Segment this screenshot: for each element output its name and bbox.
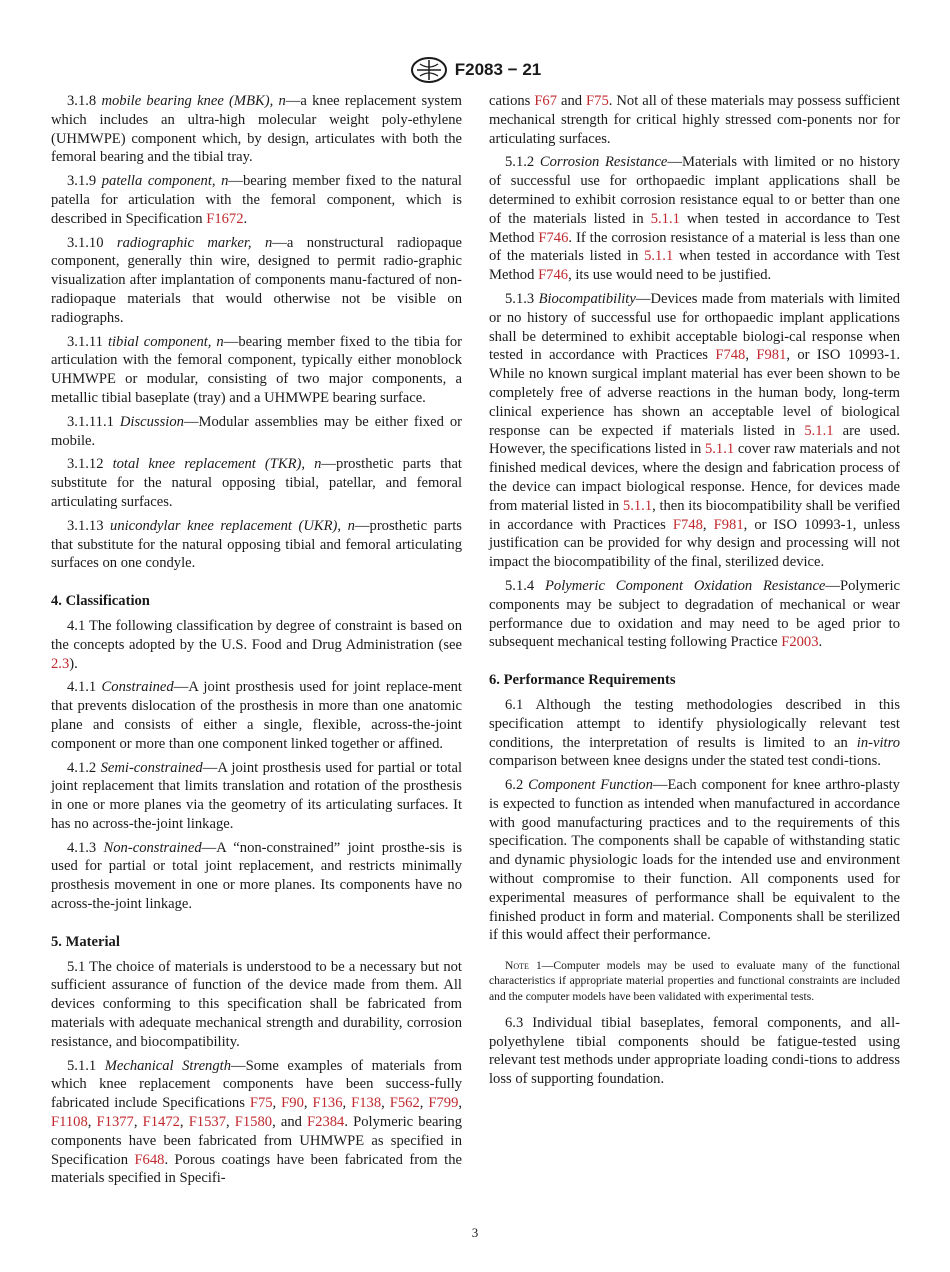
para-3-1-11-1: 3.1.11.1 Discussion—Modular assemblies may be either fixed or mobile. xyxy=(51,413,463,449)
para-3-1-8: 3.1.8 mobile bearing knee (MBK), n—a knee replacement system which includes an ultra-high molecular weight poly-ethylene (UHMWPE) component which, by design, articulates with both the femoral bearing and the tibial tray. xyxy=(51,93,462,166)
ref-link[interactable]: 5.1.1 xyxy=(644,248,674,265)
ref-link[interactable]: F2003 xyxy=(781,634,819,651)
ref-link[interactable]: F2384 xyxy=(307,1114,345,1131)
ref-link[interactable]: 5.1.1 xyxy=(622,497,653,514)
para-6-1: 6.1 Although the testing methodologies described in this specification attempt to identify physiologically relevant test conditions, the interpretation of results is limited to an in-vitro comparison between knee designs under the stated test condi-tions. xyxy=(489,696,900,770)
section-heading-performance: 6. Performance Requirements xyxy=(489,672,676,689)
ref-link[interactable]: F1377 xyxy=(96,1114,134,1131)
ref-link[interactable]: F648 xyxy=(134,1151,165,1168)
para-5-1-1: 5.1.1 Mechanical Strength—Some examples of materials from which knee replacement components have been success-fully fabricated include Specifications F75, F90, F136, F138, F562, F799, F1108, F1377, F1472, F1537, F1580, and F2384. Polymeric bearing components have been fabricated from UHMWPE as specified in Specification F648. Porous coatings have been fabricated from the materials specified in Specifi- xyxy=(51,1057,463,1187)
ref-link[interactable]: 5.1.1 xyxy=(704,441,735,458)
ref-link[interactable]: F1108 xyxy=(51,1114,88,1131)
para-4-1: 4.1 The following classification by degree of constraint is based on the concepts adopted by the U.S. Food and Drug Administration (see 2.3). xyxy=(51,617,462,672)
ref-link[interactable]: F799 xyxy=(428,1095,459,1112)
para-4-1-1: 4.1.1 Constrained—A joint prosthesis used for joint replace-ment that prevents dislocation of the prosthesis in more than one anatomic plane and consists of either a single, flexible, across-the-joint component or more than one component linked together or affined. xyxy=(51,679,462,752)
para-6-3: 6.3 Individual tibial baseplates, femoral components, and all-polyethylene tibial components should be fatigue-tested using relevant test methods under appropriate loading condi-tions to address loss of supporting foundation. xyxy=(489,1014,900,1088)
ref-link[interactable]: F1672 xyxy=(206,210,244,227)
ref-link[interactable]: F562 xyxy=(389,1095,420,1112)
para-3-1-12: 3.1.12 total knee replacement (TKR), n—prosthetic parts that substitute for the natural opposing tibial, patellar, and femoral articulating surfaces. xyxy=(51,456,462,510)
left-column xyxy=(51,92,462,1193)
para-3-1-10: 3.1.10 radiographic marker, n—a nonstructural radiopaque component, generally thin wire, designed to permit radio-graphic visualization after implantation of components manu-factured of non-radiopaque materials that would otherwise not be visible on radiographs. xyxy=(51,234,462,326)
note-1: Note 1—Computer models may be used to evaluate many of the functional characteristics if appropriate material properties and functional constraints are included and the computer models have been validated with experimental tests. xyxy=(489,959,900,1003)
ref-link[interactable]: F981 xyxy=(756,347,787,364)
para-5-1-3: 5.1.3 Biocompatibility—Devices made from materials with limited or no history of successful use for orthopaedic implant applications shall be determined to exhibit acceptable biologi-cal response when tested in accordance with Practices F748, F981, or ISO 10993-1. While no known surgical implant material has ever been shown to be completely free of adverse reactions in the human body, long-term clinical experience has shown an acceptable level of biological response can be expected if materials listed in 5.1.1 are used. However, the specifications listed in 5.1.1 cover raw materials and not finished medical devices, where the design and fabrication process of the device can impact biological response. Hence, for devices made from material listed in 5.1.1, then its biocompatibility shall be verified in accordance with Practices F748, F981, or ISO 10993-1, unless justification can be provided for why design and processing will not impact the biocompatibility of the final, sterilized device. xyxy=(489,290,901,571)
ref-link[interactable]: F746 xyxy=(538,229,569,246)
ref-link[interactable]: F136 xyxy=(312,1095,343,1112)
ref-link[interactable]: 5.1.1 xyxy=(650,210,680,227)
astm-logo-icon xyxy=(409,56,449,84)
ref-link[interactable]: 2.3 xyxy=(51,655,70,672)
ref-link[interactable]: 5.1.1 xyxy=(804,422,834,439)
ref-link[interactable]: F75 xyxy=(249,1095,273,1112)
para-3-1-11: 3.1.11 tibial component, n—bearing member fixed to the tibia for articulation with the femoral component, typically either monoblock UHMWPE or modular, consisting of two major components, a metallic tibial baseplate (tray) and a UHMWPE bearing surface. xyxy=(51,333,462,406)
para-5-1-1-continued: cations F67 and F75. Not all of these materials may possess sufficient mechanical strength for critical highly stressed com-ponents nor for articulating surfaces. xyxy=(489,93,900,147)
ref-link[interactable]: F1472 xyxy=(142,1114,180,1131)
ref-link[interactable]: F138 xyxy=(351,1095,382,1112)
ref-link[interactable]: F748 xyxy=(715,347,746,364)
right-column xyxy=(489,92,900,1094)
para-5-1: 5.1 The choice of materials is understood to be a necessary but not sufficient assurance of function of the device made from them. All devices conforming to this specification shall be fabricated from materials with adequate mechanical strength and durability, corrosion resistance, and biocompatibility. xyxy=(51,958,462,1050)
ref-link[interactable]: F90 xyxy=(281,1095,304,1112)
para-4-1-2: 4.1.2 Semi-constrained—A joint prosthesis used for partial or total joint replacement that limits translation and rotation of the prosthesis in one or more planes via the geometry of its articulating surfaces. It has no across-the-joint linkage. xyxy=(51,759,462,832)
ref-link[interactable]: F748 xyxy=(672,516,703,533)
section-heading-classification: 4. Classification xyxy=(51,593,150,610)
ref-link[interactable]: F981 xyxy=(713,516,744,533)
ref-link[interactable]: F1580 xyxy=(234,1114,273,1131)
page-header xyxy=(0,56,950,84)
para-5-1-4: 5.1.4 Polymeric Component Oxidation Resistance—Polymeric components may be subject to degradation of mechanical or wear performance due to oxidation and may need to be aged prior to subsequent mechanical testing following Practice F2003. xyxy=(489,577,900,651)
para-5-1-2: 5.1.2 Corrosion Resistance—Materials with limited or no history of successful use for orthopaedic implant applications shall be determined to exhibit corrosion resistance equal to or better than one of the materials listed in 5.1.1 when tested in accordance to Test Method F746. If the corrosion resistance of a material is less than one of the materials listed in 5.1.1 when tested in accordance with Test Method F746, its use would need to be justified. xyxy=(489,154,901,284)
ref-link[interactable]: F67 xyxy=(534,93,558,109)
page-number: 3 xyxy=(471,1225,479,1240)
section-heading-material: 5. Material xyxy=(51,933,120,950)
ref-link[interactable]: F746 xyxy=(538,267,569,284)
para-6-2: 6.2 Component Function—Each component for knee arthro-plasty is expected to function as intended when manufactured in accordance with good manufacturing practices and to the requirements of this specification. The components shall be capable of withstanding static and dynamic physiologic loads for the intended use and environment without compromise to their function. All components used for experimental measures of performance shall be equivalent to the finished product in form and material. Components shall be sterilized if this would affect their performance. xyxy=(489,777,900,944)
para-3-1-13: 3.1.13 unicondylar knee replacement (UKR), n—prosthetic parts that substitute for the natural opposing tibial and femoral articulating surfaces on one condyle. xyxy=(51,517,462,572)
document-code: F2083 − 21 xyxy=(454,60,542,79)
ref-link[interactable]: F1537 xyxy=(188,1114,226,1131)
ref-link[interactable]: F75 xyxy=(586,93,609,109)
para-4-1-3: 4.1.3 Non-constrained—A “non-constrained” joint prosthe-sis is used for partial or total joint replacement, and restricts minimally prosthesis movement in one or more planes. Its components have no across-the-joint linkage. xyxy=(51,839,462,913)
para-3-1-9: 3.1.9 patella component, n—bearing member fixed to the natural patella for articulation with the femoral component, which is described in Specification F1672. xyxy=(51,173,462,227)
